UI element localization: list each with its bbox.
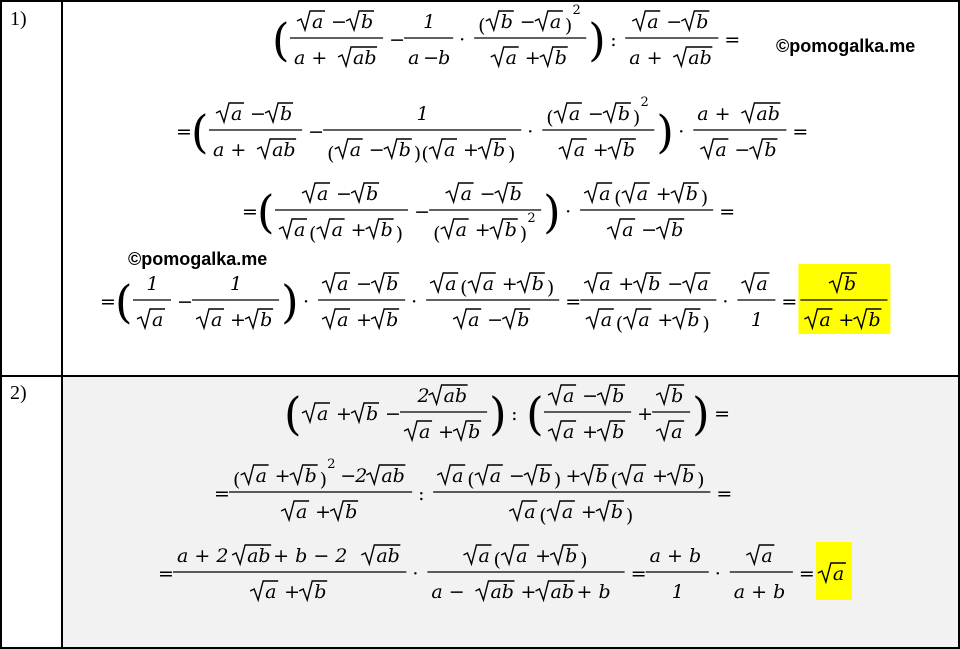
sqrt-arg: b <box>493 139 506 161</box>
sqrt-arg: b <box>531 273 544 295</box>
operator: + <box>524 47 541 69</box>
sqrt-arg: b <box>500 11 513 33</box>
term: a + <box>212 139 247 161</box>
p2-l1-eq: = <box>714 403 731 425</box>
exponent: 2 <box>327 457 336 472</box>
watermark-1: ©pomogalka.me <box>776 36 916 56</box>
sqrt-arg: ab <box>247 545 271 567</box>
sqrt-arg: a <box>337 273 349 295</box>
operator: + <box>618 273 635 295</box>
paren: ) <box>580 548 588 571</box>
sqrt-arg: ab <box>443 385 468 407</box>
operator: − <box>356 273 373 295</box>
operator: − <box>519 11 536 33</box>
operator: + <box>284 581 301 603</box>
p2-l2-eq: = <box>214 483 230 505</box>
operator: − <box>641 219 658 241</box>
sqrt-arg: a <box>819 309 831 331</box>
sqrt-arg: b <box>509 183 522 205</box>
p2-l3-eq3: = <box>798 563 815 585</box>
sqrt-arg: b <box>612 385 625 407</box>
sqrt-arg: a <box>445 273 457 295</box>
operator: − <box>587 103 604 125</box>
paren: ) <box>702 312 710 335</box>
sqrt-arg: b <box>398 139 411 161</box>
sqrt-arg: a <box>151 309 164 331</box>
sqrt-arg: a <box>293 219 306 241</box>
p1-l1-minus: − <box>389 29 406 51</box>
operator: − <box>340 465 357 487</box>
sqrt-arg: a <box>697 273 709 295</box>
p2-l1-close2: ) <box>692 387 710 441</box>
sqrt-arg: a <box>316 403 329 425</box>
sqrt-arg: ab <box>490 581 514 603</box>
p1-l3-eq2: = <box>719 201 736 223</box>
operator: + <box>592 139 609 161</box>
sqrt-arg: a <box>638 309 650 331</box>
term: a − <box>431 581 465 603</box>
p1-l3-open: ( <box>257 185 275 239</box>
sqrt-arg: a <box>231 103 243 125</box>
term: a + <box>629 47 663 69</box>
paren: ( <box>546 106 554 129</box>
p1-l1-close: ) <box>588 13 606 67</box>
sqrt-arg: a <box>622 219 634 241</box>
p2-l2-colon: : <box>418 483 425 505</box>
operator: − <box>508 465 525 487</box>
term: a + b <box>733 581 786 603</box>
operator: − <box>250 103 266 125</box>
operator: − <box>423 47 440 69</box>
sqrt-arg: b <box>366 183 379 205</box>
term: 2 <box>417 385 430 407</box>
sqrt-arg: a <box>647 11 659 33</box>
p2-l3-dot2: · <box>714 563 721 585</box>
sqrt-arg: a <box>563 421 575 443</box>
p1-l3-close: ) <box>543 185 561 239</box>
p2-l1-colon: : <box>511 403 518 425</box>
p2-l3-eq2: = <box>630 563 647 585</box>
p1-l3-eq: = <box>242 201 258 223</box>
sqrt-arg: a <box>478 545 490 567</box>
paren: ( <box>433 222 441 245</box>
problem-number-2: 2) <box>10 382 27 404</box>
sqrt-arg: b <box>380 219 393 241</box>
sqrt-arg: a <box>211 309 223 331</box>
sqrt-arg: ab <box>353 47 377 69</box>
operator: − <box>487 309 504 331</box>
p1-l4-minus: − <box>177 291 193 313</box>
sqrt-arg: b <box>595 465 608 487</box>
operator: + <box>582 421 598 443</box>
term: a <box>408 47 420 69</box>
sqrt-arg: b <box>468 421 481 443</box>
p1-l1-dot: · <box>459 29 466 51</box>
operator: + <box>838 309 855 331</box>
operator: − <box>666 11 683 33</box>
sqrt-arg: a <box>524 501 536 523</box>
p1-l4-eq: = <box>100 291 116 313</box>
paren: ( <box>614 186 622 209</box>
sqrt-arg: a <box>761 545 773 567</box>
paren: ( <box>615 312 624 335</box>
sqrt-arg: a <box>255 465 267 487</box>
p2-l3-eq: = <box>158 563 174 585</box>
sqrt-arg: a <box>561 501 574 523</box>
sqrt-arg: a <box>756 273 768 295</box>
sqrt-arg: a <box>265 581 277 603</box>
sqrt-arg: a <box>599 273 611 295</box>
sqrt-arg: b <box>517 309 530 331</box>
term: + b <box>576 581 611 603</box>
term: 1 <box>416 103 429 125</box>
operator: − <box>336 183 352 205</box>
p1-l2-dot2: · <box>678 121 685 143</box>
sqrt-arg: b <box>304 465 317 487</box>
sqrt-arg: b <box>280 103 293 125</box>
term: 1 <box>750 309 763 331</box>
p1-l3-minus: − <box>414 201 430 223</box>
paren: ( <box>467 468 475 491</box>
sqrt-arg: a <box>599 183 611 205</box>
sqrt-arg: b <box>538 465 552 487</box>
sqrt-arg: a <box>468 309 480 331</box>
sqrt-arg: a <box>549 11 562 33</box>
p2-l2-eq2: = <box>716 483 733 505</box>
paren: ) <box>413 142 422 165</box>
sqrt-arg: b <box>685 183 698 205</box>
operator: − <box>479 183 496 205</box>
sqrt-arg: b <box>610 501 624 523</box>
operator: + <box>657 309 674 331</box>
paren: ( <box>493 548 501 571</box>
sqrt-arg: b <box>671 219 684 241</box>
sqrt-arg: a <box>671 421 683 443</box>
p2-l1-plus: + <box>637 403 654 425</box>
p1-l4-eq3: = <box>781 291 798 313</box>
p2-l1-open: ( <box>284 387 302 441</box>
paren: ( <box>327 142 335 165</box>
sqrt-arg: b <box>622 139 635 161</box>
p1-l2-eq2: = <box>792 121 809 143</box>
operator: + <box>335 403 352 425</box>
term: b <box>438 47 451 69</box>
paren: ( <box>539 504 547 527</box>
operator: + <box>438 421 454 443</box>
sqrt-arg: b <box>386 309 399 331</box>
operator: + <box>565 465 582 487</box>
paren: ( <box>610 468 618 491</box>
paren: ) <box>519 222 528 245</box>
p1-l4-eq2: = <box>565 291 582 313</box>
sqrt-arg: b <box>682 465 695 487</box>
sqrt-arg: a <box>349 139 362 161</box>
sqrt-arg: b <box>565 545 578 567</box>
sqrt-arg: b <box>868 309 881 331</box>
sqrt-arg: b <box>366 403 379 425</box>
p1-l4-close: ) <box>281 275 299 329</box>
sqrt-arg: a <box>311 11 324 33</box>
p1-l4-dot3: · <box>722 291 729 313</box>
operator: + <box>315 501 332 523</box>
operator: + <box>520 581 537 603</box>
sqrt-arg: b <box>612 421 625 443</box>
operator: + <box>350 219 367 241</box>
term: a + b <box>649 545 702 567</box>
p1-l4-dot2: · <box>411 291 418 313</box>
sqrt-arg: ab <box>756 103 780 125</box>
term: 2 <box>355 465 368 487</box>
sqrt-arg: a <box>505 47 518 69</box>
paren: ( <box>233 468 241 491</box>
paren: ) <box>546 276 555 299</box>
sqrt-arg: a <box>636 183 649 205</box>
paren: ( <box>421 142 429 165</box>
watermark-2: ©pomogalka.me <box>128 249 268 269</box>
p1-l3-dot: · <box>565 201 572 223</box>
operator: + <box>580 501 597 523</box>
sqrt-arg: ab <box>688 47 712 69</box>
operator: + <box>274 465 291 487</box>
paren: ) <box>319 468 328 491</box>
p1-l1-open: ( <box>272 13 290 67</box>
sqrt-arg: ab <box>550 581 575 603</box>
operator: − <box>734 139 751 161</box>
sqrt-arg: b <box>687 309 700 331</box>
operator: + <box>474 219 491 241</box>
p1-l4-dot: · <box>303 291 310 313</box>
paren: ) <box>700 186 709 209</box>
sqrt-arg: b <box>345 501 358 523</box>
sqrt-arg: b <box>504 219 517 241</box>
term: 1 <box>423 11 436 33</box>
paren: ) <box>395 222 404 245</box>
sqrt-arg: a <box>455 219 468 241</box>
p2-l1-close: ) <box>489 387 507 441</box>
sqrt-arg: a <box>331 219 343 241</box>
paren: ) <box>625 504 634 527</box>
exponent: 2 <box>527 211 536 226</box>
term: 1 <box>671 581 684 603</box>
term: 1 <box>230 273 243 295</box>
term: a + 2 <box>177 545 229 567</box>
p1-l1-colon: : <box>610 29 617 51</box>
term: + b − 2 <box>273 545 348 567</box>
sqrt-arg: a <box>489 465 502 487</box>
sqrt-arg: b <box>314 581 327 603</box>
p1-l2-minus: − <box>308 121 325 143</box>
paren: ( <box>460 276 468 299</box>
sqrt-arg: a <box>452 465 464 487</box>
operator: − <box>667 273 684 295</box>
operator: + <box>463 139 479 161</box>
sqrt-arg: ab <box>376 545 400 567</box>
sqrt-arg: b <box>361 11 374 33</box>
problem-number-1: 1) <box>10 8 27 30</box>
operator: + <box>655 183 672 205</box>
paren: ) <box>564 14 573 37</box>
paren: ) <box>553 468 562 491</box>
answer-2-arg: a <box>832 563 845 585</box>
operator: − <box>582 385 598 407</box>
sqrt-arg: b <box>617 103 631 125</box>
sqrt-arg: a <box>600 309 613 331</box>
term: 1 <box>146 273 159 295</box>
p1-l2-open: ( <box>191 105 209 159</box>
sqrt-arg: a <box>443 139 456 161</box>
exponent: 2 <box>640 95 649 110</box>
sqrt-arg: a <box>482 273 495 295</box>
operator: + <box>501 273 518 295</box>
operator: − <box>331 11 347 33</box>
term: a + <box>697 103 731 125</box>
paren: ) <box>508 142 516 165</box>
term: a + <box>293 47 328 69</box>
paren: ) <box>632 106 641 129</box>
p1-l1-eq: = <box>724 29 741 51</box>
sqrt-arg: b <box>386 273 399 295</box>
p1-l2-eq: = <box>176 121 192 143</box>
sqrt-arg: a <box>715 139 727 161</box>
paren: ( <box>309 222 317 245</box>
sqrt-arg: a <box>316 183 329 205</box>
sqrt-arg: b <box>260 309 273 331</box>
exponent: 2 <box>572 3 581 18</box>
paren: ( <box>478 14 486 37</box>
sqrt-arg: b <box>696 11 709 33</box>
paren: ) <box>697 468 705 491</box>
sqrt-arg: ab <box>381 465 405 487</box>
sqrt-arg: a <box>460 183 472 205</box>
sqrt-arg: b <box>648 273 661 295</box>
sqrt-arg: a <box>573 139 586 161</box>
operator: + <box>356 309 373 331</box>
sqrt-arg: a <box>563 385 575 407</box>
operator: + <box>535 545 552 567</box>
sqrt-arg: a <box>568 103 581 125</box>
sqrt-arg: a <box>516 545 528 567</box>
sqrt-arg: b <box>671 385 684 407</box>
sqrt-arg: ab <box>272 139 296 161</box>
p1-l2-close: ) <box>656 105 674 159</box>
p1-l4-open: ( <box>115 275 133 329</box>
sqrt-arg: b <box>843 273 857 295</box>
sqrt-arg: a <box>419 421 431 443</box>
operator: − <box>368 139 385 161</box>
sqrt-arg: b <box>554 47 567 69</box>
sqrt-arg: a <box>337 309 349 331</box>
sqrt-arg: a <box>633 465 645 487</box>
sqrt-arg: a <box>296 501 308 523</box>
p2-l1-open2: ( <box>526 387 544 441</box>
p1-l2-dot: · <box>527 121 534 143</box>
operator: + <box>652 465 669 487</box>
operator: − <box>385 403 401 425</box>
p2-l3-dot: · <box>412 563 419 585</box>
sqrt-arg: b <box>764 139 777 161</box>
operator: + <box>230 309 246 331</box>
